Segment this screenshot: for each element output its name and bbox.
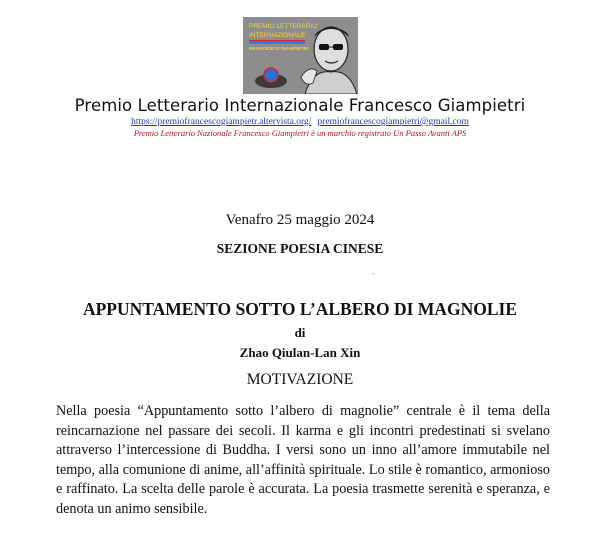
motivation-line: Nella poesia “Appuntamento sotto l’albero di magnolie” centrale è il tema della	[56, 403, 550, 419]
logo-text-line2: INTERNAZIONALE	[249, 32, 306, 39]
motivation-line: denota un animo sensibile.	[56, 500, 208, 517]
by-label: di	[294, 325, 306, 340]
email-link[interactable]: premiofrancescogiampietri@gmail.com	[317, 117, 469, 127]
author-name: Zhao Qiulan-Lan Xin	[239, 345, 361, 360]
logo-text-line1: PREMIO LETTERARIO	[249, 23, 318, 30]
motivation-paragraph	[56, 402, 550, 520]
premio-logo-image	[243, 17, 358, 94]
section-title: SEZIONE POESIA CINESE	[216, 241, 384, 256]
tiny-mark: -	[372, 269, 375, 278]
trademark-note: Premio Letterario Nazionale Francesco Giampietri è un marchio registrato Un Passo Avanti APS	[133, 128, 467, 138]
motivation-line: attraverso l’intercessione di Buddha. I versi sono un inno all’amore immutabile nel	[56, 442, 550, 459]
motivation-line: tempo, alla comunione di anime, all’affinità spirituale. Lo stile è romantico, armonioso	[56, 461, 550, 478]
poem-title: APPUNTAMENTO SOTTO L’ALBERO DI MAGNOLIE	[82, 299, 517, 319]
organization-name: Premio Letterario Internazionale Francesco Giampietri	[74, 96, 526, 115]
motivation-line: reincarnazione nel passare dei secoli. Il karma e gli incontri predestinati si svelano	[56, 422, 550, 439]
premio-logo-icon	[243, 17, 358, 94]
contact-links	[0, 117, 600, 127]
motivation-heading: MOTIVAZIONE	[246, 371, 354, 388]
website-link[interactable]: https://premiofrancescogiampietr.altervista.org/	[131, 117, 312, 127]
logo-text-line3: FRANCESCO GIAMPIETRI	[249, 47, 309, 52]
motivation-line: e raffinato. La scelta delle parole è accurata. La poesia trasmette serenità e speranza, e	[56, 481, 550, 498]
date-line: Venafro 25 maggio 2024	[225, 212, 375, 228]
